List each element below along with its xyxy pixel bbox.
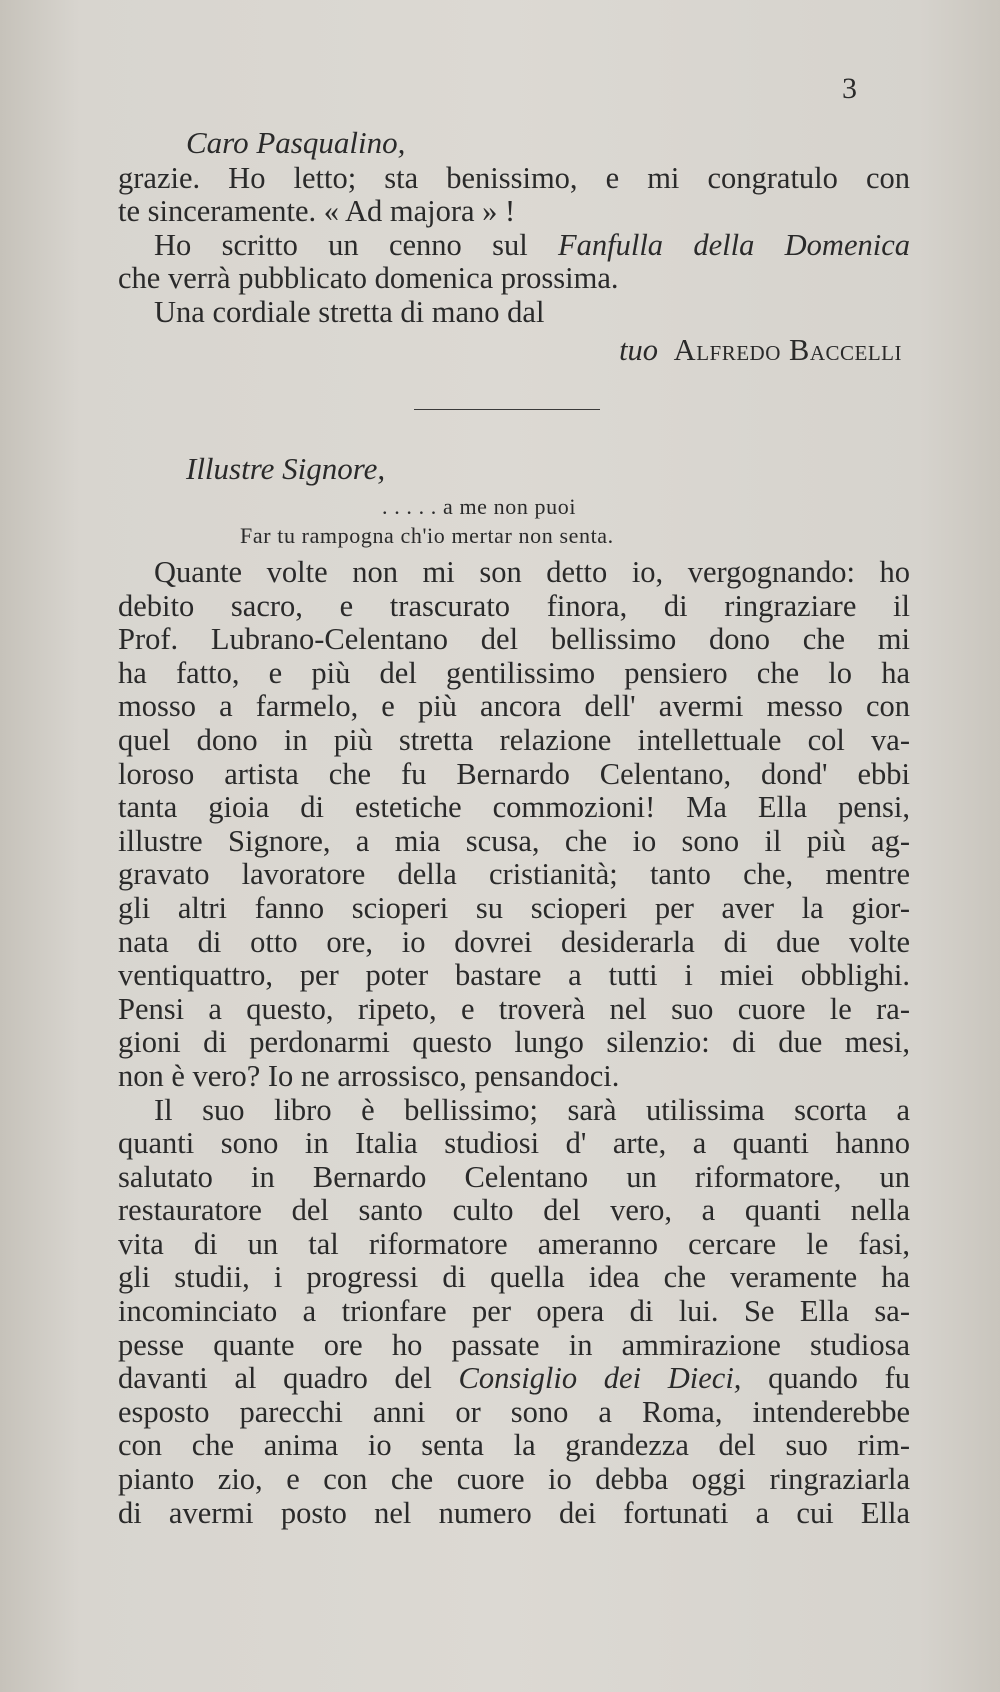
body-line: incominciato a trionfare per opera di lui. Se Ella sa- — [118, 1294, 910, 1329]
body-line: pianto zio, e con che cuore io debba oggi ringraziarla — [118, 1462, 910, 1497]
letter2-salutation: Illustre Signore, — [186, 451, 386, 486]
body-line: gravato lavoratore della cristianità; tanto che, mentre — [118, 857, 910, 892]
body-line: salutato in Bernardo Celentano un riformatore, un — [118, 1159, 910, 1194]
letter1-line: te sinceramente. « Ad majora » ! — [118, 194, 516, 229]
page-number: 3 — [842, 72, 857, 105]
body-line: esposto parecchi anni or sono a Roma, intenderebbe — [118, 1394, 910, 1429]
body-line: loroso artista che fu Bernardo Celentano, dond' ebbi — [118, 756, 910, 791]
closing-word: tuo — [619, 332, 659, 367]
body-line: gli altri fanno scioperi su scioperi per aver la gior- — [118, 890, 910, 925]
body-line — [118, 1362, 910, 1396]
body-line: quanti sono in Italia studiosi d' arte, a quanti hanno — [118, 1126, 910, 1161]
body-line: di avermi posto nel numero dei fortunati a cui Ella — [118, 1495, 910, 1530]
body-line: con che anima io senta la grandezza del suo rim- — [118, 1428, 910, 1463]
body-line: gioni di perdonarmi questo lungo silenzio: di due mesi, — [118, 1025, 910, 1060]
painting-title: Consiglio dei Dieci, — [458, 1361, 742, 1396]
body-line: nata di otto ore, io dovrei desiderarla di due volte — [118, 924, 910, 959]
body-line: ha fatto, e più del gentilissimo pensiero che lo ha — [118, 655, 910, 690]
body-line-text: quando fu — [741, 1361, 910, 1396]
body-line: gli studii, i progressi di quella idea che veramente ha — [118, 1260, 910, 1295]
body-line: debito sacro, e trascurato finora, di ringraziare il — [118, 588, 910, 623]
letter1-line — [118, 229, 910, 263]
letter2-salutation-block — [118, 452, 910, 486]
section-separator — [414, 409, 600, 410]
body-line: vita di un tal riformatore ameranno cercare le fasi, — [118, 1226, 910, 1261]
letter-body — [118, 556, 910, 1530]
newspaper-title: Fanfulla della Domenica — [557, 227, 910, 262]
body-line: tanta gioia di estetiche commozioni! Ma Ella pensi, — [118, 790, 910, 825]
letter1-line: grazie. Ho letto; sta benissimo, e mi congratulo con — [118, 160, 910, 195]
body-line: non è vero? Io ne arrossisco, pensandoci. — [118, 1058, 620, 1093]
body-line: quel dono in più stretta relazione intellettuale col va- — [118, 722, 910, 757]
letter-baccelli — [118, 126, 910, 367]
epigraph — [190, 492, 750, 550]
letter1-line: Una cordiale stretta di mano dal — [154, 294, 545, 329]
epigraph-line: Far tu rampogna ch'io mertar non senta. — [240, 523, 614, 548]
body-line-text: davanti al quadro del — [118, 1361, 459, 1396]
body-line: Quante volte non mi son detto io, vergognando: ho — [154, 555, 910, 589]
letter1-line-text: Ho scritto un cenno sul — [154, 227, 558, 262]
body-line: ventiquattro, per poter bastare a tutti i miei obblighi. — [118, 958, 910, 993]
body-line: Prof. Lubrano-Celentano del bellissimo dono che mi — [118, 622, 910, 657]
epigraph-line: . . . . . a me non puoi — [382, 494, 577, 519]
letter1-salutation: Caro Pasqualino, — [186, 125, 406, 160]
signer-name: Alfredo Baccelli — [673, 332, 902, 367]
body-line: restauratore del santo culto del vero, a quanti nella — [118, 1193, 910, 1228]
body-line: mosso a farmelo, e più ancora dell' avermi messo con — [118, 689, 910, 724]
letter1-line: che verrà pubblicato domenica prossima. — [118, 261, 619, 296]
body-line: pesse quante ore ho passate in ammirazione studiosa — [118, 1327, 910, 1362]
body-line: Il suo libro è bellissimo; sarà utilissima scorta a — [154, 1092, 910, 1127]
letter1-signature — [118, 334, 910, 368]
body-line: illustre Signore, a mia scusa, che io sono il più ag- — [118, 823, 910, 858]
body-line: Pensi a questo, ripeto, e troverà nel suo cuore le ra- — [118, 991, 910, 1026]
